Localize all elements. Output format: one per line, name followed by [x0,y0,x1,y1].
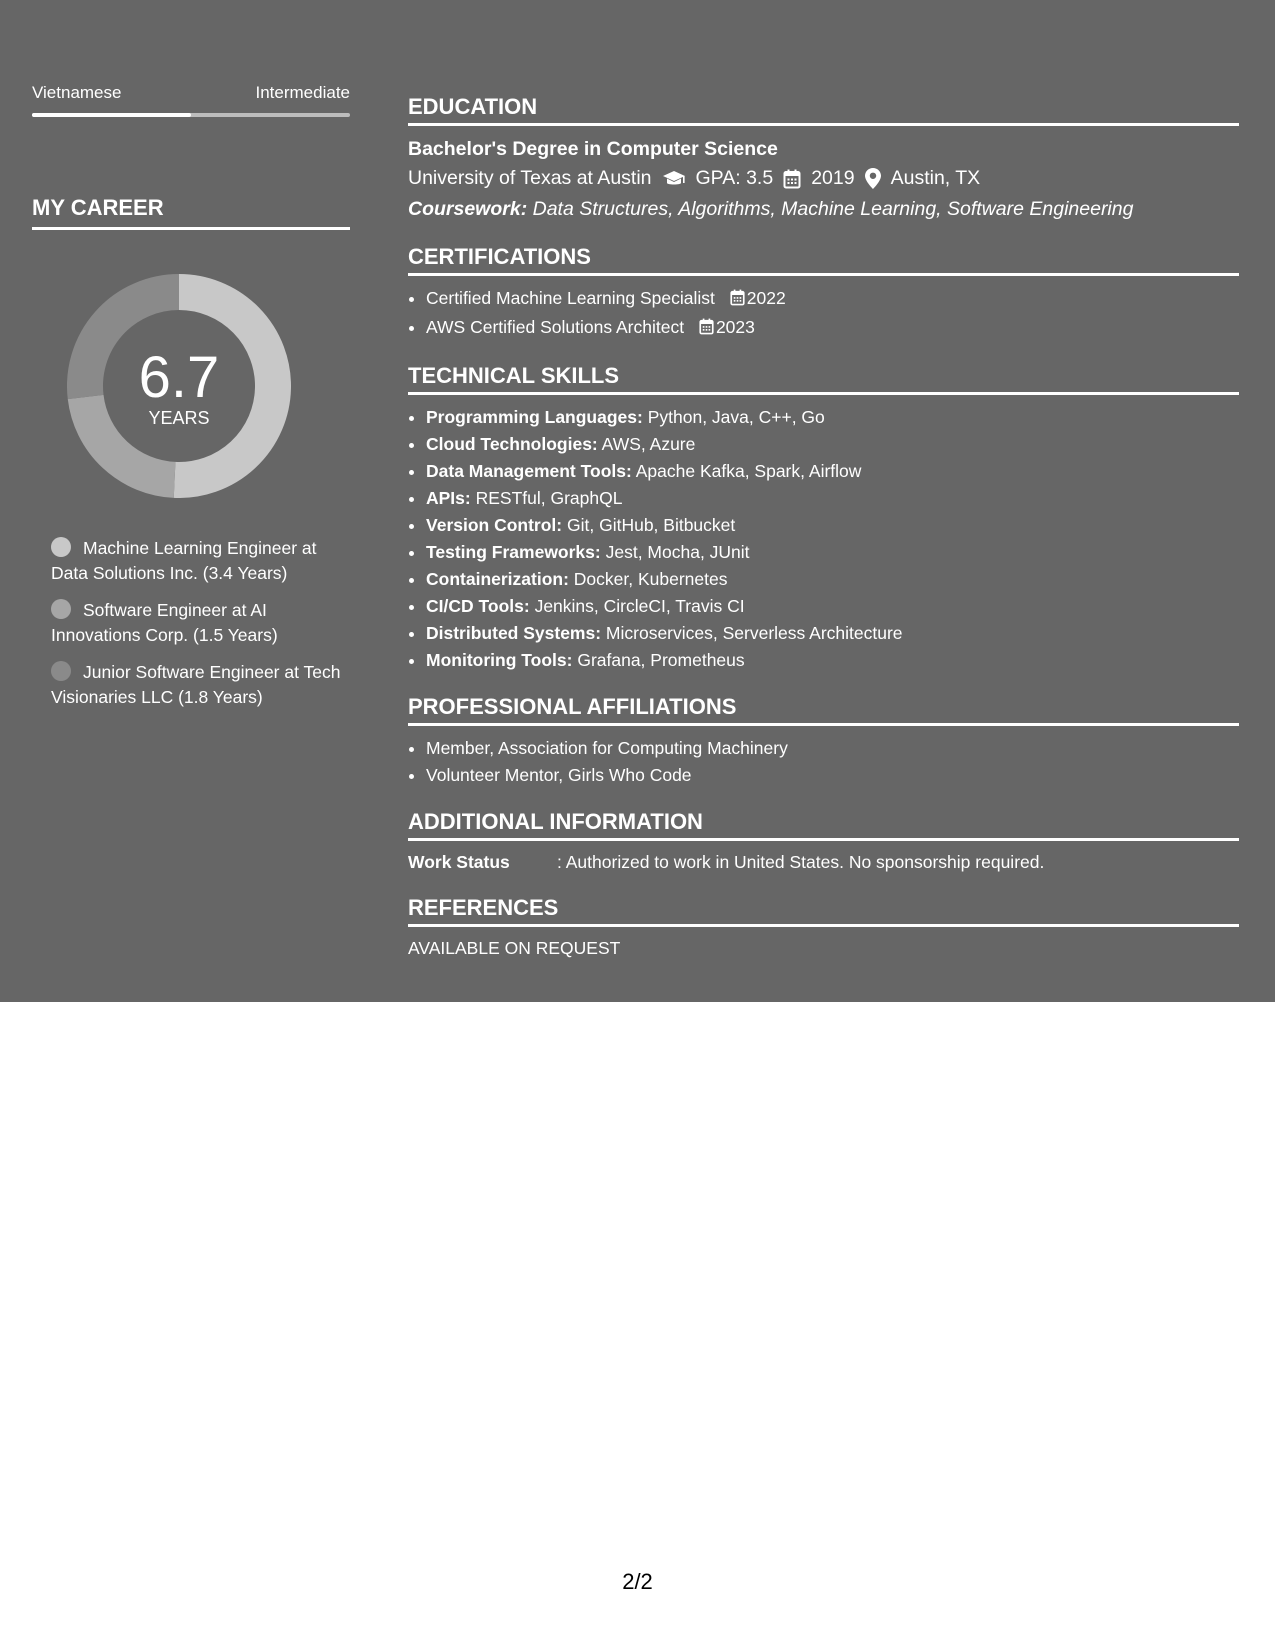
coursework-label: Coursework: [408,198,528,220]
coursework-value: Data Structures, Algorithms, Machine Learning, Software Engineering [532,198,1134,220]
skill-item: • Version Control: Git, GitHub, Bitbucket [426,512,1239,539]
left-column [32,82,350,722]
certifications-list [408,285,1239,343]
career-legend-dot [51,661,71,681]
education-heading: EDUCATION [408,94,1239,126]
language-level: Intermediate [255,83,350,102]
career-legend-dot [51,537,71,557]
certifications-section [408,244,1239,343]
skill-item: • Testing Frameworks: Jest, Mocha, JUnit [426,539,1239,566]
skill-item: • Distributed Systems: Microservices, Serverless Architecture [426,620,1239,647]
education-year: 2019 [811,167,855,189]
work-status-value: : Authorized to work in United States. No sponsorship required. [557,852,1045,872]
page-number: 2/2 [622,1569,653,1594]
career-total-unit: YEARS [148,408,210,428]
certification-year: 2023 [715,317,755,337]
skills-list [408,404,1239,674]
skill-item: • Monitoring Tools: Grafana, Prometheus [426,647,1239,674]
work-status-row [408,850,1239,875]
career-total-value: 6.7 [138,345,220,410]
skill-item: • Cloud Technologies: AWS, Azure [426,431,1239,458]
references-text: AVAILABLE ON REQUEST [408,938,621,958]
additional-info-section [408,809,1239,875]
work-status-label: Work Status [408,852,510,872]
affiliation-item: • Member, Association for Computing Machinery [426,735,1239,762]
career-item: Machine Learning Engineer at Data Solutions Inc. (3.4 Years) [51,538,317,583]
career-legend-dot [51,599,71,619]
education-coursework [408,194,1239,224]
career-list [51,536,341,710]
skill-item: • Data Management Tools: Apache Kafka, Spark, Airflow [426,458,1239,485]
calendar-icon [730,287,745,314]
language-proficiency-bar [32,113,350,117]
career-heading: MY CAREER [32,195,350,230]
career-donut-chart [67,274,291,498]
skill-item: • CI/CD Tools: Jenkins, CircleCI, Travis CI [426,593,1239,620]
career-item: Software Engineer at AI Innovations Corp. (1.5 Years) [51,600,278,645]
language-name: Vietnamese [32,83,122,102]
references-section [408,895,1239,960]
skill-item: • APIs: RESTful, GraphQL [426,485,1239,512]
affiliations-heading: PROFESSIONAL AFFILIATIONS [408,694,1239,726]
affiliations-section [408,694,1239,789]
skills-heading: TECHNICAL SKILLS [408,363,1239,395]
right-column [408,94,1239,980]
education-section [408,94,1239,224]
skills-section [408,363,1239,674]
certifications-heading: CERTIFICATIONS [408,244,1239,276]
certification-year: 2022 [746,288,786,308]
affiliation-item: • Volunteer Mentor, Girls Who Code [426,762,1239,789]
education-meta [408,163,1239,194]
skill-item: • Programming Languages: Python, Java, C++, Go [426,404,1239,431]
calendar-icon [699,316,714,343]
map-pin-icon [865,168,881,189]
education-gpa: GPA: 3.5 [695,167,774,189]
education-school: University of Texas at Austin [408,167,652,189]
skill-item: • Containerization: Docker, Kubernetes [426,566,1239,593]
graduation-cap-icon [662,170,686,188]
language-item [32,82,350,117]
references-heading: REFERENCES [408,895,1239,927]
certification-item: • Certified Machine Learning Specialist 2022 [426,285,1239,314]
additional-info-heading: ADDITIONAL INFORMATION [408,809,1239,841]
career-item: Junior Software Engineer at Tech Visionaries LLC (1.8 Years) [51,662,341,707]
calendar-icon [783,169,801,189]
education-location: Austin, TX [890,167,981,189]
affiliations-list [408,735,1239,789]
language-proficiency-fill [32,113,191,117]
education-degree: Bachelor's Degree in Computer Science [408,138,778,160]
certification-item: • AWS Certified Solutions Architect 2023 [426,314,1239,343]
